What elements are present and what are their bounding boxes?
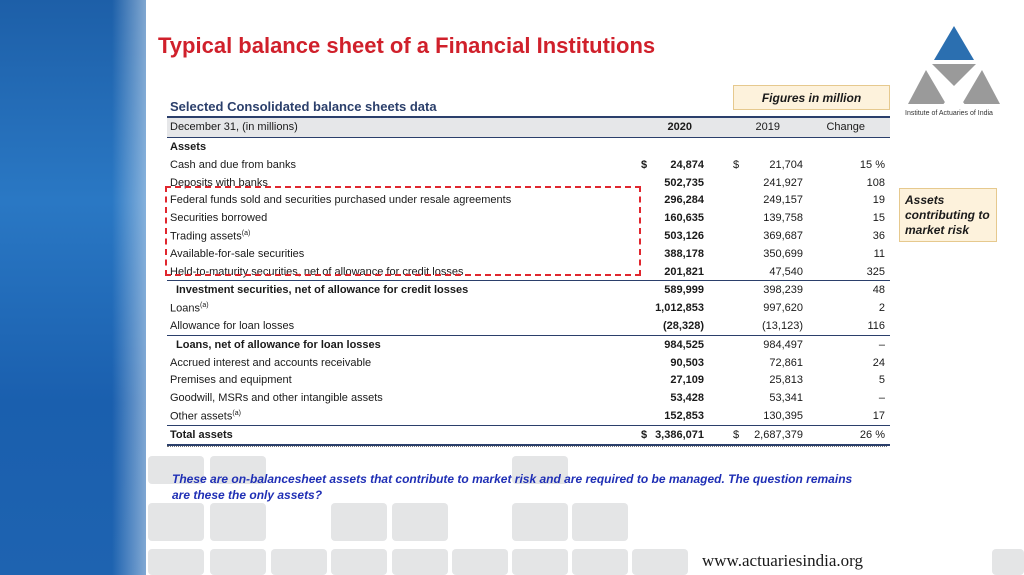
value-2020: 589,999 <box>664 284 704 297</box>
row-label: Securities borrowed <box>170 212 268 225</box>
header-2019: 2019 <box>755 121 780 133</box>
table-row <box>167 407 890 425</box>
total-label: Total assets <box>170 428 233 441</box>
iai-logo-icon <box>906 24 1002 120</box>
total-dollar-2019: $ <box>733 428 740 441</box>
value-2020: 27,109 <box>670 374 704 387</box>
row-label: Trading assets$^{(a)}$ <box>170 229 251 243</box>
row-label: Deposits with banks <box>170 176 268 189</box>
row-label: Accrued interest and accounts receivable <box>170 356 372 369</box>
total-dollar-2020: $ <box>641 428 648 441</box>
value-2020: 201,821 <box>664 265 704 278</box>
total-2020: 3,386,071 <box>655 428 704 441</box>
value-2019: 249,157 <box>763 194 803 207</box>
row-label: Allowance for loan losses <box>170 319 295 332</box>
table-row <box>167 354 890 372</box>
row-label: Available-for-sale securities <box>170 247 305 260</box>
figures-note: Figures in million <box>733 85 890 110</box>
table-row <box>167 317 890 335</box>
change-value: 2 <box>878 302 885 315</box>
value-2020: 503,126 <box>664 229 704 242</box>
value-2019: 984,497 <box>763 338 803 351</box>
value-2019: 997,620 <box>763 302 803 315</box>
table-row <box>167 280 890 299</box>
footnote-marker: (a) <box>241 229 251 237</box>
value-2020: 502,735 <box>664 176 704 189</box>
value-2020: 1,012,853 <box>655 302 704 315</box>
change-value: 17 <box>872 409 885 422</box>
total-2019: 2,687,379 <box>754 428 803 441</box>
row-label: Loans, net of allowance for loan losses <box>176 338 381 351</box>
change-value: 5 <box>878 374 885 387</box>
commentary-note: These are on-balancesheet assets that contribute to market risk and are required to be managed. The question remains are these the only assets? <box>172 472 853 502</box>
value-2019: 139,758 <box>763 212 803 225</box>
table-title: Selected Consolidated balance sheets data <box>170 99 437 114</box>
value-2020: 388,178 <box>664 247 704 260</box>
market-risk-note: Assets contributing to market risk <box>899 188 997 242</box>
change-value: – <box>878 338 885 351</box>
value-2020: 984,525 <box>664 338 704 351</box>
total-row <box>167 425 890 446</box>
row-label: Premises and equipment <box>170 374 292 387</box>
change-value: 108 <box>866 176 885 189</box>
footnote-cut <box>167 446 887 451</box>
change-value: 325 <box>866 265 885 278</box>
value-2019: 398,239 <box>763 284 803 297</box>
change-value: – <box>878 392 885 405</box>
change-value: 48 <box>872 284 885 297</box>
change-value: 24 <box>872 356 885 369</box>
table-row <box>167 156 890 174</box>
left-decorative-band <box>0 0 146 575</box>
change-value: 19 <box>872 194 885 207</box>
value-2020: 160,635 <box>664 212 704 225</box>
total-change: 26 % <box>859 428 885 441</box>
change-value: 116 <box>867 319 885 332</box>
row-label: Federal funds sold and securities purchased under resale agreements <box>170 194 512 207</box>
value-2020: (28,328) <box>663 319 704 332</box>
value-2019: 350,699 <box>763 247 803 260</box>
footnote-marker: (a) <box>199 302 209 310</box>
value-2019: 47,540 <box>769 265 803 278</box>
table-row <box>167 389 890 407</box>
background-tiles <box>146 448 1024 575</box>
row-label: Investment securities, net of allowance for credit losses <box>176 284 469 297</box>
change-value: 36 <box>872 229 885 242</box>
table-row <box>167 335 890 354</box>
footer-url: www.actuariesindia.org <box>702 551 863 570</box>
logo-caption: Institute of Actuaries of India <box>905 110 993 117</box>
value-2020: 152,853 <box>664 409 704 422</box>
value-2019: 72,861 <box>769 356 803 369</box>
value-2019: 53,341 <box>769 392 803 405</box>
value-2019: 241,927 <box>763 176 803 189</box>
value-2019: 25,813 <box>769 374 803 387</box>
header-change: Change <box>826 121 865 133</box>
value-2019: 130,395 <box>763 409 803 422</box>
value-2020: 90,503 <box>670 356 704 369</box>
page-title: Typical balance sheet of a Financial Institutions <box>158 33 656 58</box>
header-2020: 2020 <box>667 121 692 133</box>
footnote-marker: (a) <box>232 409 241 417</box>
section-label: Assets <box>170 141 207 153</box>
change-value: 15 % <box>859 158 885 171</box>
market-risk-highlight <box>165 186 641 276</box>
table-row <box>167 299 890 317</box>
dollar-sign-2020: $ <box>641 158 648 171</box>
section-row <box>167 138 890 156</box>
change-value: 11 <box>873 247 885 260</box>
row-label: Loans$^{(a)}$ <box>170 302 209 315</box>
table-header-row <box>167 116 890 138</box>
header-label: December 31, (in millions) <box>170 121 298 133</box>
table-row <box>167 371 890 389</box>
value-2019: 21,704 <box>769 158 803 171</box>
row-label: Other assets$^{(a)}$ <box>170 409 241 423</box>
value-2019: (13,123) <box>762 319 803 332</box>
row-label: Held-to-maturity securities, net of allowance for credit losses <box>170 265 464 278</box>
value-2019: 369,687 <box>763 229 803 242</box>
value-2020: 24,874 <box>670 158 704 171</box>
dollar-sign-2019: $ <box>733 158 740 171</box>
row-label: Goodwill, MSRs and other intangible assets <box>170 392 383 405</box>
value-2020: 296,284 <box>664 194 704 207</box>
row-label: Cash and due from banks <box>170 158 296 171</box>
change-value: 15 <box>872 212 885 225</box>
value-2020: 53,428 <box>670 392 704 405</box>
